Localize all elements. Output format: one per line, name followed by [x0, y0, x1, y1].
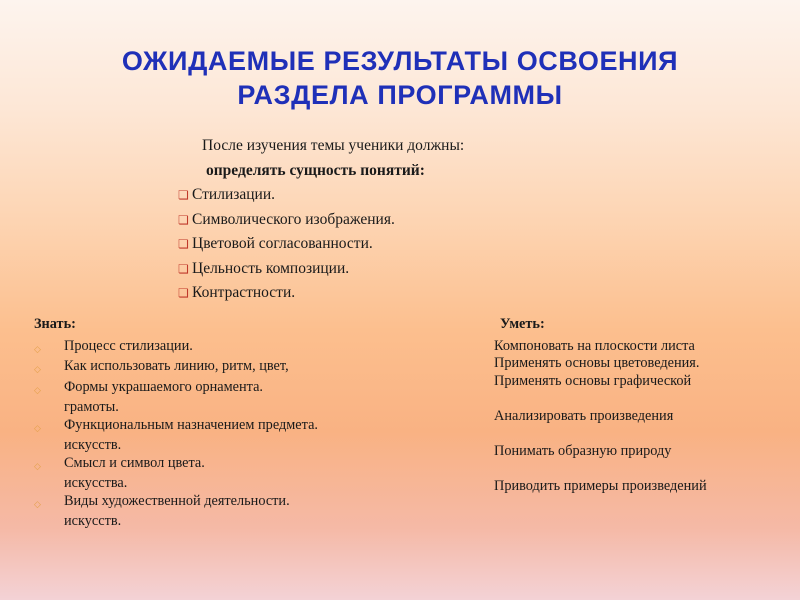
- diamond-bullet-icon: ◇: [34, 422, 41, 433]
- list-item: Понимать образную природу: [494, 442, 672, 459]
- list-item-continuation: искусств.: [64, 437, 122, 453]
- list-item: Приводить примеры произведений: [494, 477, 707, 494]
- list-spacer: [494, 425, 794, 443]
- list-item: ◇ Процесс стилизации.: [34, 338, 464, 359]
- intro-item: ❏ Стилизации.: [178, 183, 464, 208]
- diamond-bullet-icon: ◇: [34, 460, 41, 471]
- list-item-continuation: искусств.: [64, 513, 122, 529]
- can-heading: Уметь:: [500, 316, 545, 332]
- list-item: ◇ Формы украшаемого орнамента.: [34, 379, 464, 400]
- intro-item: ❏ Контрастности.: [178, 281, 464, 306]
- list-item-continuation: грамоты.: [64, 399, 119, 415]
- intro-block: [178, 134, 464, 306]
- slide-title-line-1: ОЖИДАЕМЫЕ РЕЗУЛЬТАТЫ ОСВОЕНИЯ: [121, 46, 679, 76]
- diamond-bullet-icon: ◇: [34, 498, 41, 509]
- list-spacer: [494, 390, 794, 408]
- slide-title-line-2: РАЗДЕЛА ПРОГРАММЫ: [237, 80, 563, 110]
- intro-lead: После изучения темы ученики должны:: [202, 137, 465, 154]
- list-item: Применять основы графической: [494, 372, 692, 389]
- list-item: ◇ Смысл и символ цвета.: [34, 455, 464, 476]
- checkbox-bullet-icon: ❏: [178, 286, 189, 300]
- intro-item: ❏ Цельность композиции.: [178, 257, 464, 282]
- diamond-bullet-icon: ◇: [34, 364, 41, 374]
- intro-item: ❏ Символического изображения.: [178, 208, 464, 233]
- checkbox-bullet-icon: ❏: [178, 237, 189, 251]
- checkbox-bullet-icon: ❏: [178, 188, 189, 202]
- list-item: ◇ Виды художественной деятельности.: [34, 493, 464, 514]
- list-item: ◇ Как использовать линию, ритм, цвет,: [34, 358, 464, 379]
- intro-item: ❏ Цветовой согласованности.: [178, 232, 464, 257]
- list-item: Анализировать произведения: [494, 407, 674, 424]
- list-item: Компоновать на плоскости листа: [494, 337, 695, 354]
- know-column: [34, 316, 464, 531]
- intro-subheading: определять сущность понятий:: [206, 161, 425, 179]
- slide-title: [0, 44, 800, 112]
- list-item: Применять основы цветоведения.: [494, 355, 700, 371]
- list-spacer: [494, 460, 794, 478]
- diamond-bullet-icon: ◇: [34, 343, 41, 354]
- diamond-bullet-icon: ◇: [34, 384, 41, 395]
- list-item-continuation: искусства.: [64, 475, 128, 491]
- can-column: [494, 316, 794, 495]
- know-heading: Знать:: [34, 316, 76, 332]
- list-item: ◇ Функциональным назначением предмета.: [34, 417, 464, 438]
- checkbox-bullet-icon: ❏: [178, 212, 189, 227]
- checkbox-bullet-icon: ❏: [178, 261, 189, 276]
